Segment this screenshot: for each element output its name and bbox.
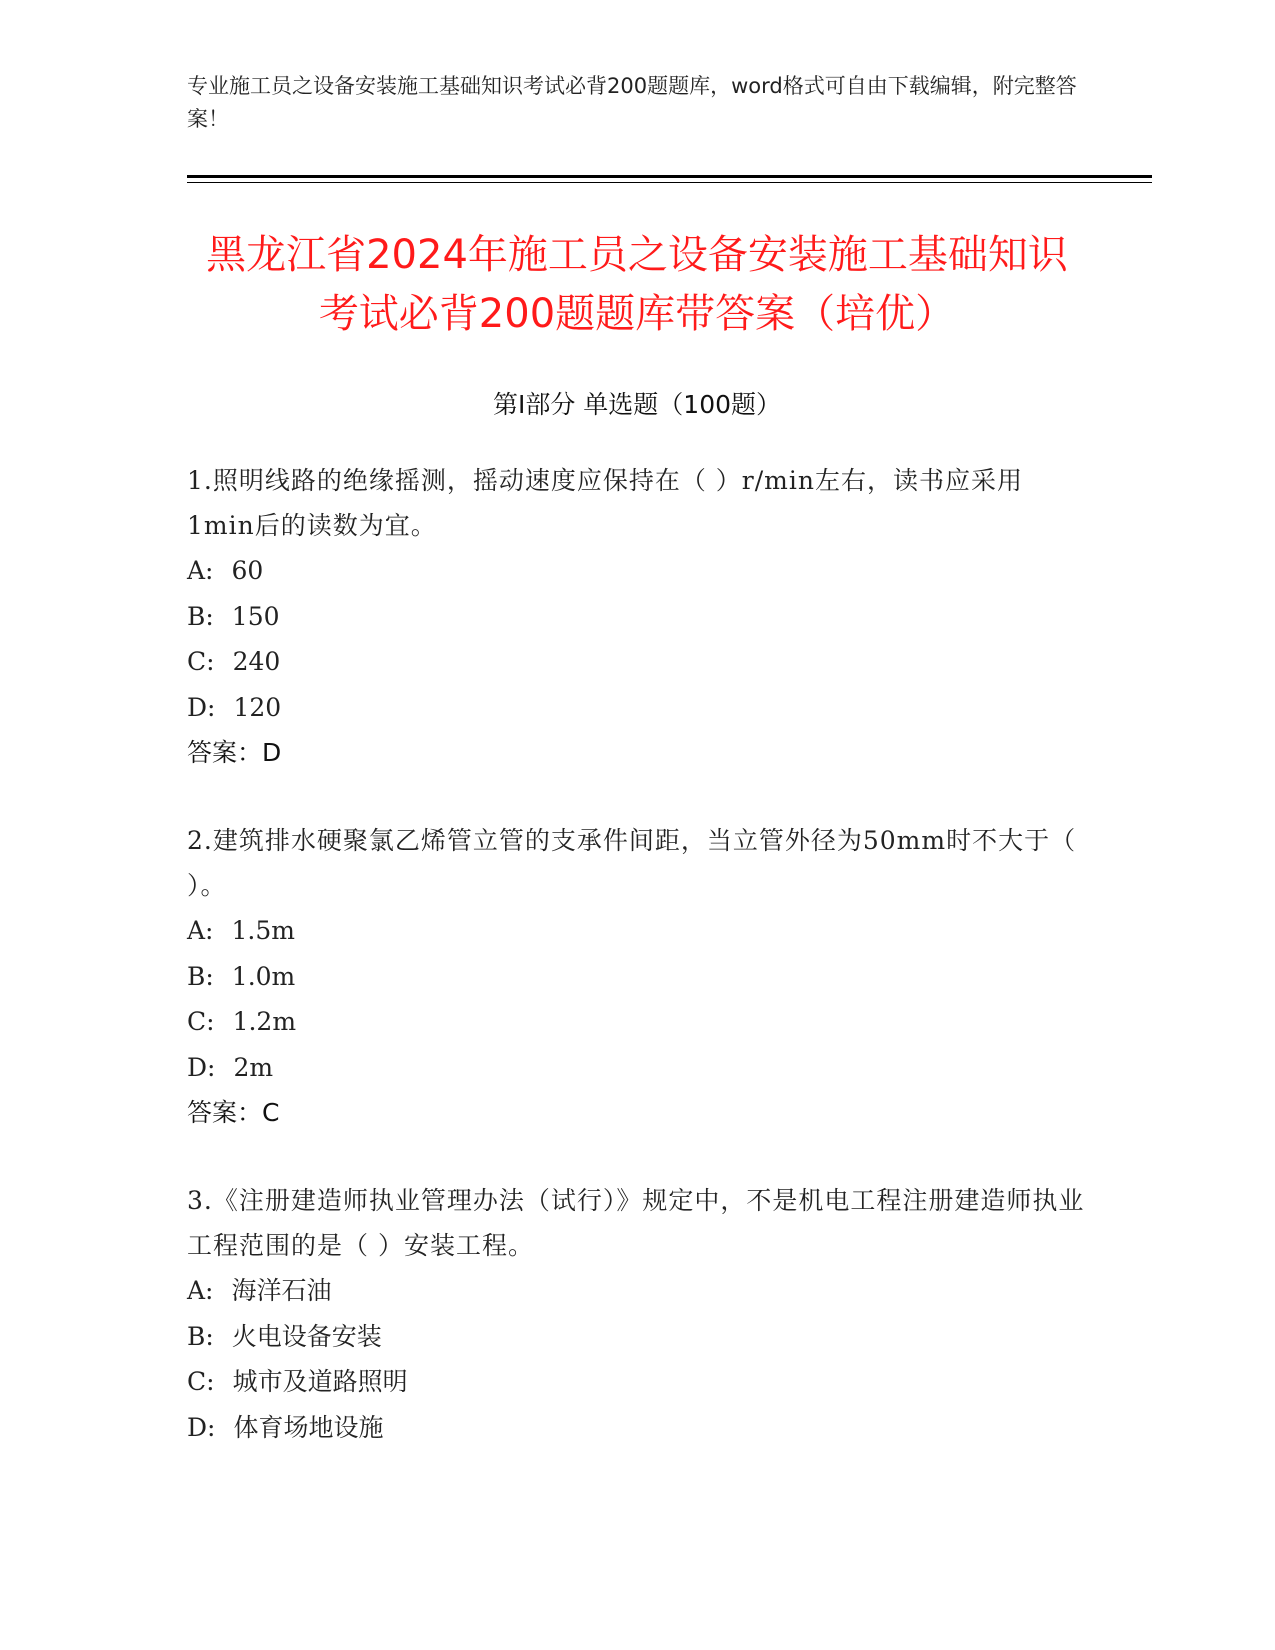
answer-value: C (262, 1098, 280, 1127)
option-letter: D: (187, 1052, 216, 1082)
question-3 (187, 1178, 1087, 1450)
header-note: 专业施工员之设备安装施工基础知识考试必背200题题库，word格式可自由下载编辑，附完整答案！ (187, 74, 1077, 131)
option-c (187, 639, 1087, 685)
option-b (187, 1314, 1087, 1360)
option-letter: B: (187, 1321, 214, 1351)
header-divider-thin (187, 182, 1152, 183)
option-letter: D: (187, 1412, 216, 1442)
option-a (187, 908, 1087, 954)
option-d (187, 685, 1087, 731)
option-letter: A: (187, 556, 214, 585)
option-text: 1.2m (232, 1007, 297, 1036)
option-letter: C: (187, 647, 215, 676)
option-letter: B: (187, 961, 214, 991)
option-text: 城市及道路照明 (232, 1367, 408, 1396)
option-b (187, 594, 1087, 640)
option-letter: C: (187, 1007, 215, 1036)
header-divider-thick (187, 175, 1152, 178)
option-letter: C: (187, 1367, 215, 1396)
option-text: 1.0m (231, 961, 296, 991)
answer-value: D (262, 738, 282, 767)
answer-label: 答案： (187, 738, 263, 767)
option-c (187, 999, 1087, 1045)
question-stem: 1.照明线路的绝缘摇测，摇动速度应保持在（ ）r/min左右，读书应采用1min后的读数为宜。 (187, 466, 1023, 540)
option-text: 2m (233, 1052, 274, 1082)
option-letter: A: (187, 1276, 214, 1305)
option-text: 240 (232, 647, 281, 676)
option-a (187, 1268, 1087, 1314)
option-text: 体育场地设施 (233, 1412, 384, 1442)
option-d (187, 1045, 1087, 1091)
answer-line (187, 730, 1087, 775)
document-title: 黑龙江省2024年施工员之设备安装施工基础知识考试必背200题题库带答案（培优） (206, 232, 1068, 337)
question-stem: 2.建筑排水硬聚氯乙烯管立管的支承件间距，当立管外径为50mm时不大于（ ）。 (187, 826, 1077, 900)
option-text: 150 (231, 601, 280, 631)
answer-line (187, 1090, 1087, 1135)
option-letter: B: (187, 601, 214, 631)
option-text: 120 (233, 692, 282, 722)
answer-label: 答案： (187, 1098, 263, 1127)
option-a (187, 548, 1087, 594)
option-text: 60 (231, 556, 264, 585)
section-heading: 第I部分 单选题（100题） (492, 390, 782, 419)
option-b (187, 954, 1087, 1000)
option-text: 1.5m (231, 916, 295, 945)
question-stem: 3.《注册建造师执业管理办法（试行）》规定中，不是机电工程注册建造师执业工程范围的是（ ）安装工程。 (187, 1186, 1085, 1260)
option-letter: D: (187, 692, 216, 722)
option-letter: A: (187, 916, 214, 945)
option-text: 火电设备安装 (231, 1321, 382, 1351)
option-text: 海洋石油 (231, 1276, 332, 1305)
option-c (187, 1359, 1087, 1405)
option-d (187, 1405, 1087, 1451)
question-1 (187, 458, 1087, 775)
question-2 (187, 818, 1087, 1135)
